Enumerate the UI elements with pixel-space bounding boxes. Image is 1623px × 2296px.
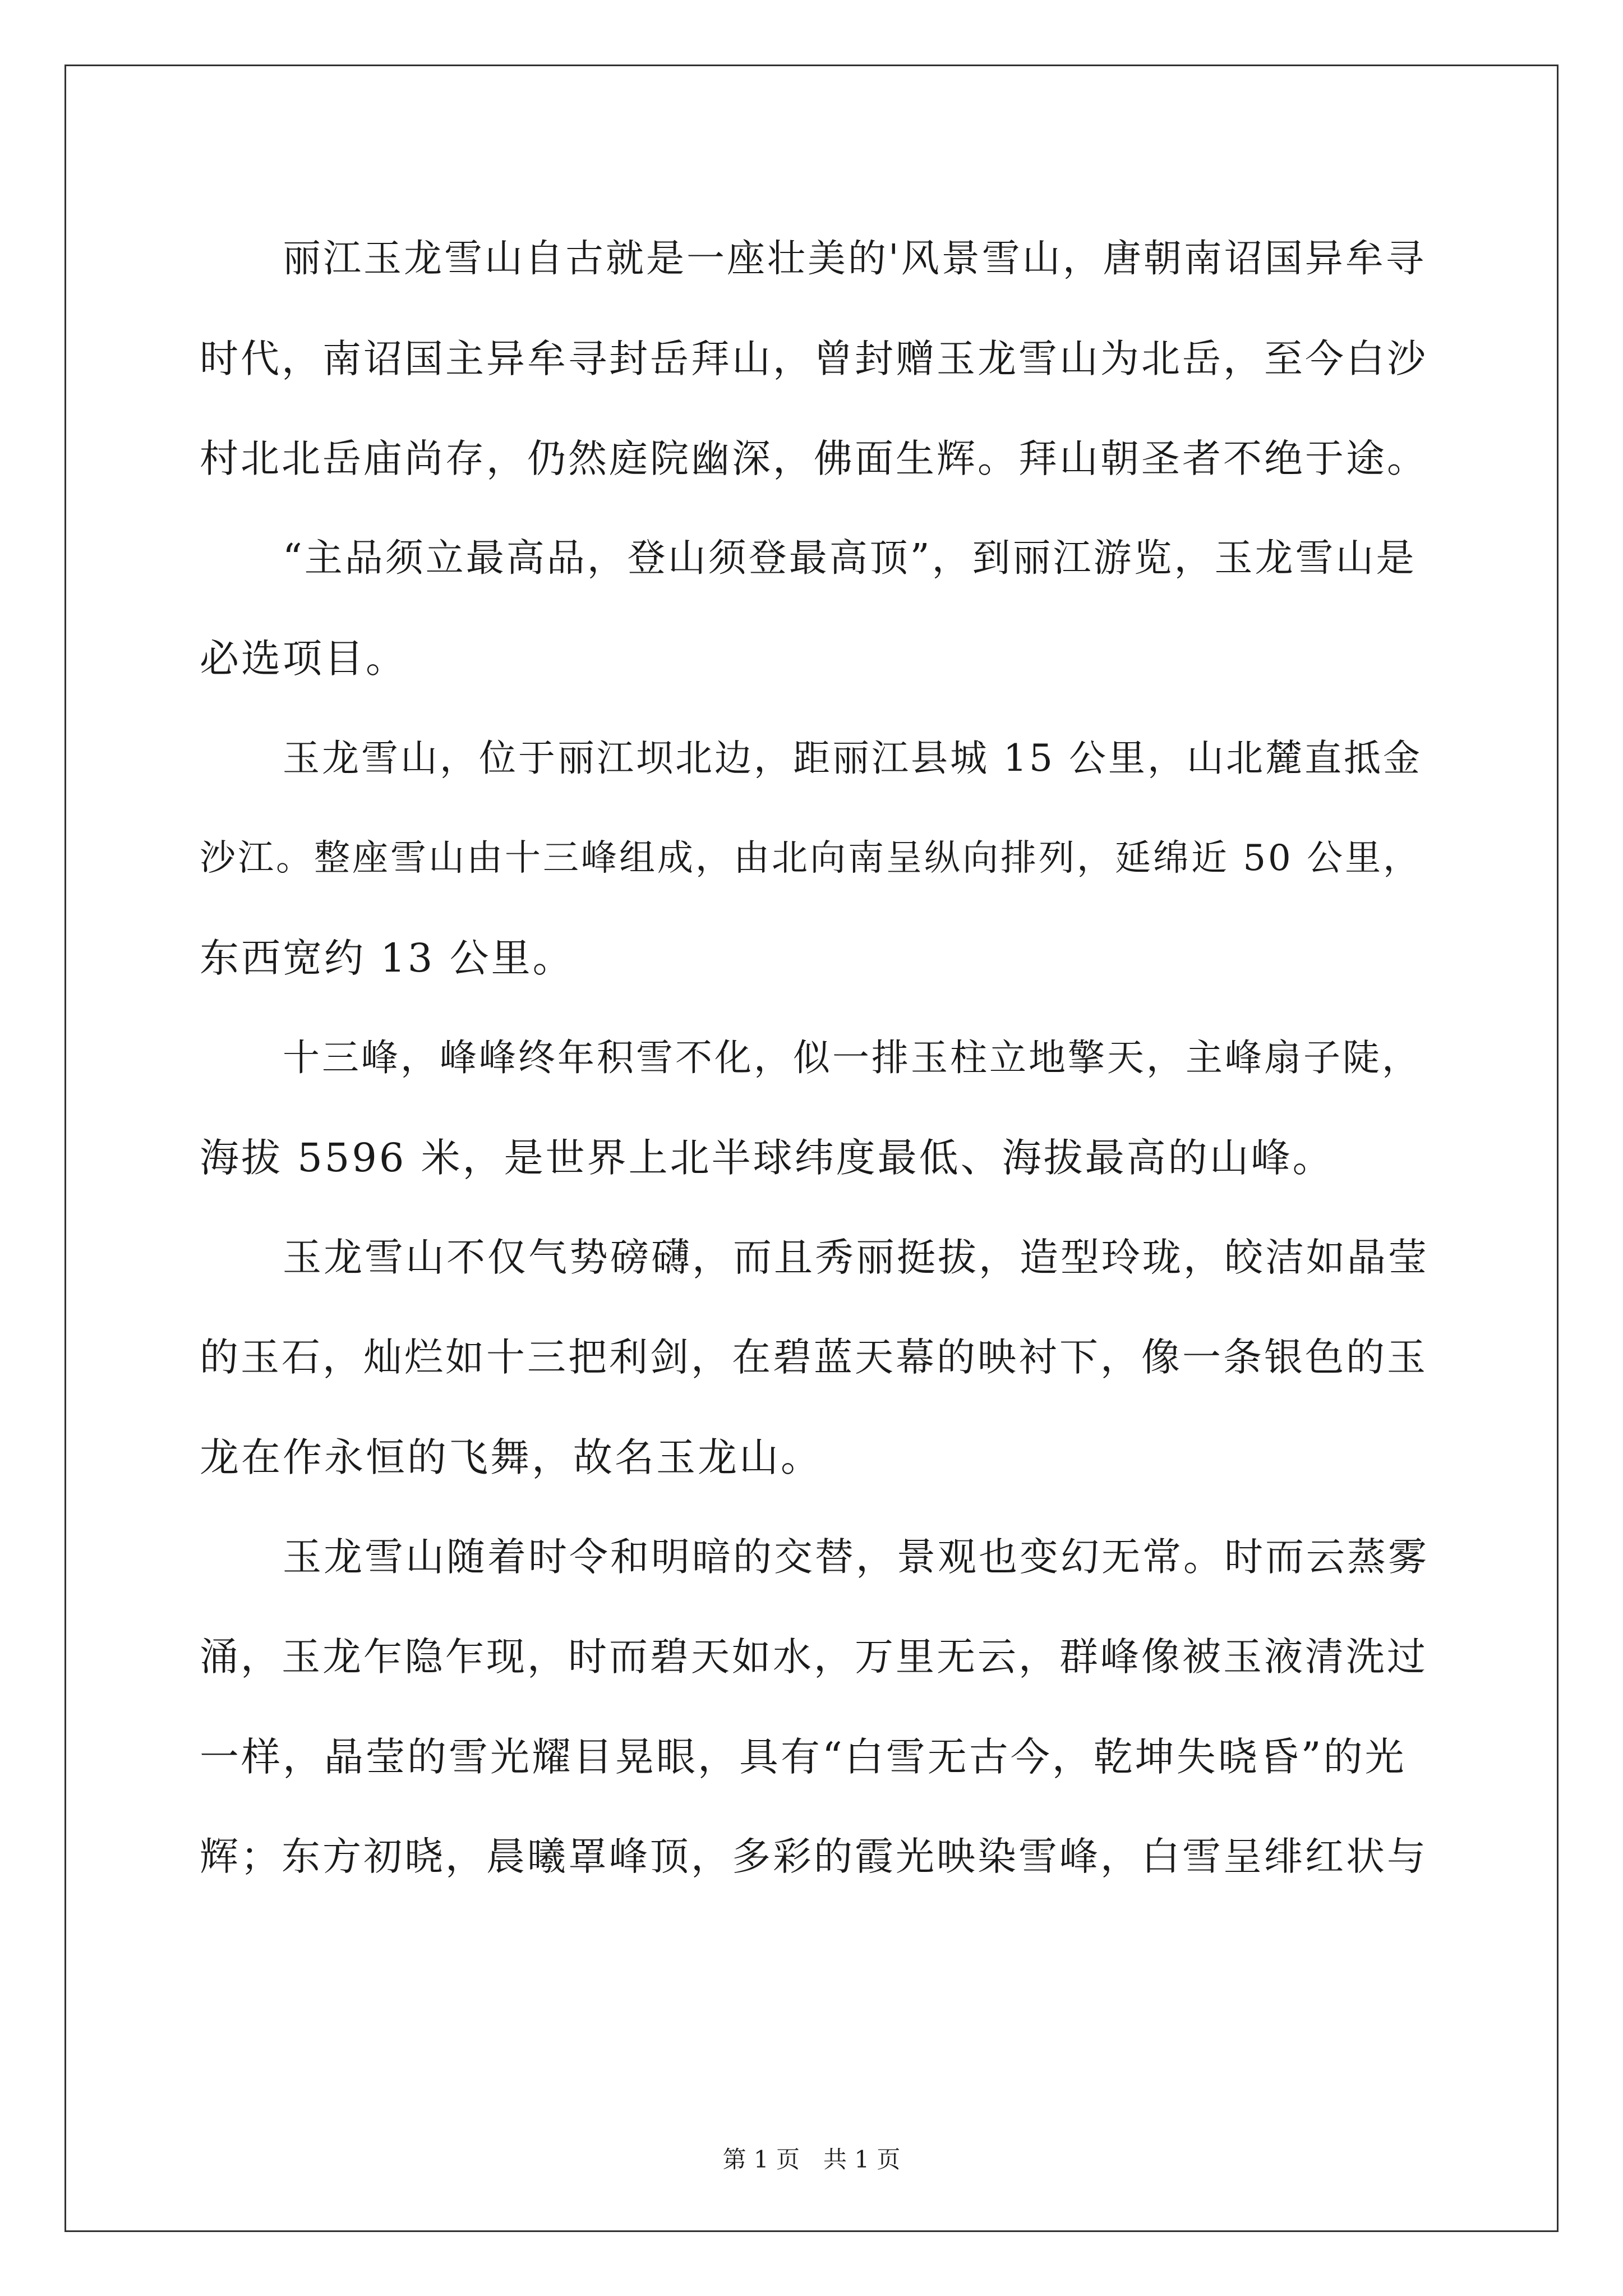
- text-line: 必选项目。: [200, 636, 407, 682]
- text-line: 玉龙雪山不仅气势磅礴，而且秀丽挺拔，造型玲珑，皎洁如晶莹: [283, 1235, 1429, 1280]
- text-line: 十三峰，峰峰终年积雪不化，似一排玉柱立地擎天，主峰扇子陡，: [283, 1036, 1421, 1079]
- text-line: 丽江玉龙雪山自古就是一座壮美的'风景雪山，唐朝南诏国异牟寻: [283, 237, 1426, 281]
- text-line: 涌，玉龙乍隐乍现，时而碧天如水，万里无云，群峰像被玉液清洗过: [200, 1635, 1428, 1680]
- text-line: 龙在作永恒的飞舞，故名玉龙山。: [200, 1434, 822, 1480]
- text-line: 沙江。整座雪山由十三峰组成，由北向南呈纵向排列，延绵近 50 公里，: [200, 838, 1422, 879]
- text-line: 玉龙雪山随着时令和明暗的交替，景观也变幻无常。时而云蒸雾: [283, 1535, 1429, 1580]
- text-line: 玉龙雪山，位于丽江坝北边，距丽江县城 15 公里，山北麓直抵金: [283, 737, 1422, 780]
- text-line: 的玉石，灿烂如十三把利剑，在碧蓝天幕的映衬下，像一条银色的玉: [200, 1335, 1428, 1380]
- text-line: “主品须立最高品，登山须登最高顶”，到丽江游览，玉龙雪山是: [283, 536, 1417, 581]
- text-line: 辉；东方初晓，晨曦罩峰顶，多彩的霞光映染雪峰，白雪呈绯红状与: [200, 1834, 1428, 1879]
- text-line: 村北北岳庙尚存，仍然庭院幽深，佛面生辉。拜山朝圣者不绝于途。: [200, 436, 1428, 481]
- text-line: 东西宽约 13 公里。: [200, 935, 574, 981]
- document-body: [200, 209, 1431, 1907]
- page-number: 第 1 页 共 1 页: [722, 2146, 901, 2173]
- text-line: 海拔 5596 米，是世界上北半球纬度最低、海拔最高的山峰。: [200, 1135, 1334, 1181]
- text-line: 时代，南诏国主异牟寻封岳拜山，曾封赠玉龙雪山为北岳，至今白沙: [200, 337, 1428, 381]
- text-line: 一样，晶莹的雪光耀目晃眼，具有“白雪无古今，乾坤失晓昏”的光: [200, 1734, 1407, 1780]
